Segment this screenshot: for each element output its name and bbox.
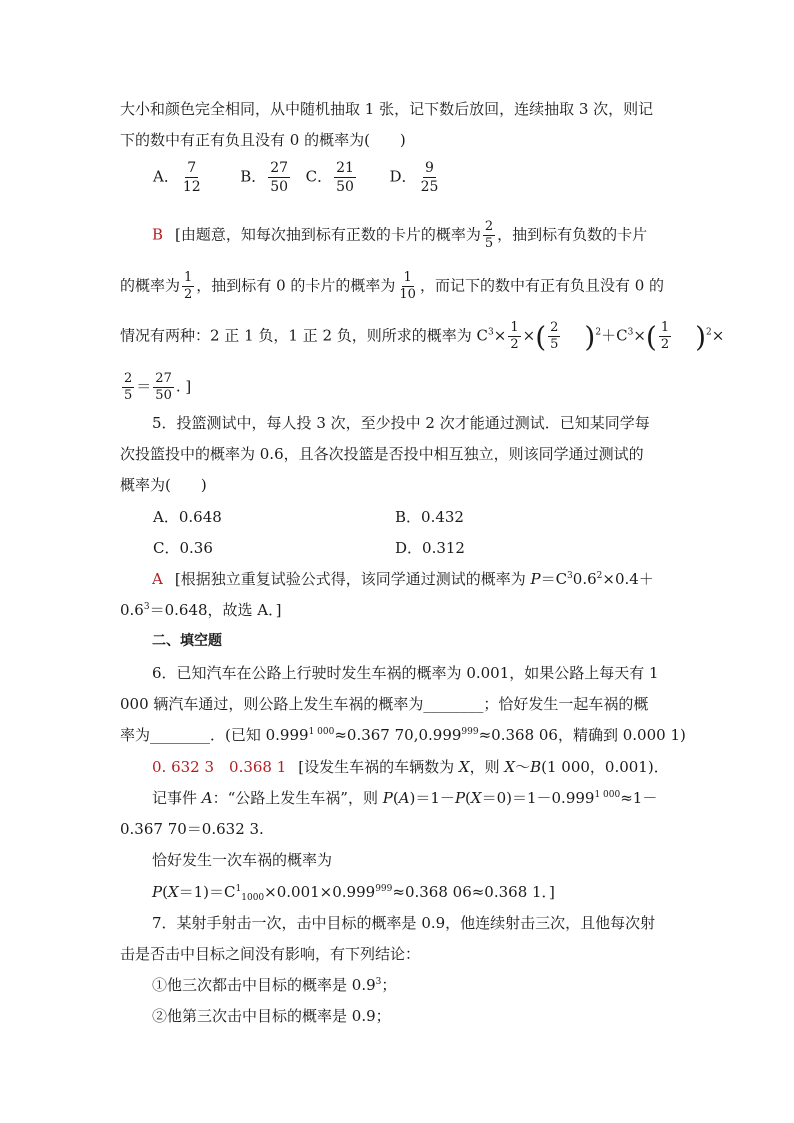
q6-ans-var-b: B xyxy=(530,758,542,776)
q4-options xyxy=(153,159,442,196)
q4-sol3-times-2: × xyxy=(522,326,536,345)
q7-line-2: 击是否击中目标之间没有影响，有下列结论： xyxy=(120,945,421,963)
q6-sol5-g: ≈0.368 06≈0.368 1．] xyxy=(392,883,555,901)
q4-sol4-equals: ＝ xyxy=(136,377,152,396)
q4-sol3-times-1: × xyxy=(493,326,507,345)
q6-ans-text-d: (1 000，0.001)． xyxy=(541,758,669,776)
q7-item1-end: ； xyxy=(381,976,397,994)
q4-solution-line-1 xyxy=(152,219,647,252)
q6-l3-exp-2: 999 xyxy=(461,727,479,737)
q5-line-2: 次投篮投中的概率为 0.6，且各次投篮是否投中相互独立，则该同学通过测试的 xyxy=(120,445,644,463)
q4-right-paren-2: ) xyxy=(695,320,707,354)
q6-sol2-var-a: A xyxy=(201,789,213,807)
q6-sol5-var-p: P xyxy=(152,883,163,901)
q4-left-paren-1: ( xyxy=(535,320,547,354)
q4-sol2-text-b: ，抽到标有 0 的卡片的概率为 xyxy=(196,276,396,295)
q5-sol1-text-a: [根据独立重复试验公式得，该同学通过测试的概率为 xyxy=(174,570,531,588)
q4-solution-line-2 xyxy=(120,270,664,303)
q6-l3-text-c: ≈0.367 70,0.999 xyxy=(334,726,462,744)
q4-sol1-text-a: [由题意，知每次抽到标有正数的卡片的概率为 xyxy=(175,225,481,244)
q4-sol4-fraction-1: $\frac{2}{5}$ xyxy=(124,371,133,403)
q6-sol5-a: ( xyxy=(162,883,168,901)
q6-sol5-var-x: X xyxy=(167,883,179,901)
q6-sol5-exp: 999 xyxy=(375,884,393,894)
q7-line-1: 7．某射手射击一次，击中目标的概率是 0.9，他连续射击三次，且他每次射 xyxy=(152,914,656,932)
q7-item1-text: ①他三次都击中目标的概率是 0.9 xyxy=(152,976,376,994)
q4-sol1-text-b: ，抽到标有负数的卡片 xyxy=(497,225,648,244)
section-heading: 二、填空题 xyxy=(152,633,222,649)
q5-line-1: 5．投篮测试中，每人投 3 次，至少投中 2 次才能通过测试．已知某同学每 xyxy=(152,414,650,432)
q4-line-2: 下的数中有正有负且没有 0 的概率为( ) xyxy=(120,131,406,149)
q4-solution-line-4 xyxy=(120,371,191,404)
q6-l3-exp-1: 1 000 xyxy=(308,727,335,737)
q6-line-2: 000 辆汽车通过，则公路上发生车祸的概率为________；恰好发生一起车祸的概 xyxy=(120,695,649,713)
q5-answer-letter: A xyxy=(152,570,163,588)
q7-item-2: ②他第三次击中目标的概率是 0.9； xyxy=(152,1007,391,1025)
q5-option-b: B．0.432 xyxy=(395,508,464,526)
q6-sol2-c: ( xyxy=(392,789,399,807)
q6-sol5-comb-bottom: 1000 xyxy=(241,893,265,903)
q7-item1-exp: 3 xyxy=(375,977,382,987)
q5-sol2-exp: 3 xyxy=(143,602,150,612)
q4-solution-line-3 xyxy=(120,320,724,353)
q5-solution-line-2 xyxy=(120,600,282,620)
q4-sol3-fraction-2: $\frac{2}{5}$ xyxy=(550,320,559,352)
q6-l3-text-e: ≈0.368 06，精确到 0.000 1) xyxy=(478,726,686,744)
q6-sol2-a: 记事件 xyxy=(152,789,202,807)
q6-sol2-h: ≈1－ xyxy=(620,789,658,807)
option-d-fraction: $\frac{9}{25}$ xyxy=(420,160,439,195)
q4-sol3-fraction-3: $\frac{1}{2}$ xyxy=(660,320,670,352)
q6-ans-text-a: [设发生车祸的车辆数为 xyxy=(298,758,459,776)
q5-sol2-base: 0.6 xyxy=(120,601,144,619)
option-c-fraction: $\frac{21}{50}$ xyxy=(336,160,354,195)
q4-sol3-square-2: 2 xyxy=(706,327,712,338)
q6-line-1: 6．已知汽车在公路上行驶时发生车祸的概率为 0.001，如果公路上每天有 1 xyxy=(152,664,659,682)
option-a-fraction: $\frac{7}{12}$ xyxy=(182,160,201,195)
option-a-label: A． xyxy=(153,167,179,186)
q6-sol2-var-x: X xyxy=(470,789,482,807)
q5-solution-line-1 xyxy=(152,569,654,589)
q5-sol1-base: 0.6 xyxy=(572,570,597,588)
q6-sol5-e: ×0.001×0.999 xyxy=(264,883,376,901)
q4-sol4-end: . ] xyxy=(175,377,192,396)
q5-sol1-exp: 2 xyxy=(596,571,603,581)
q6-sol2-exp: 1 000 xyxy=(594,790,621,800)
q6-sol2-f: ＝0)＝1－0.999 xyxy=(481,789,595,807)
option-b-fraction: $\frac{27}{50}$ xyxy=(270,160,289,195)
q5-option-c: C．0.36 xyxy=(153,539,213,557)
q6-ans-tilde: ～ xyxy=(515,758,531,776)
q4-sol2-text-c: ，而记下的数中有正有负且没有 0 的 xyxy=(419,276,665,295)
q6-ans-text-b: ，则 xyxy=(469,758,505,776)
q4-right-paren-1: ) xyxy=(584,320,596,354)
q6-line-3 xyxy=(120,725,686,745)
q5-sol1-comb: 3 xyxy=(567,571,573,581)
q6-sol5-comb-top: 1 xyxy=(235,884,242,894)
q6-l3-text-a: 率为________．(已知 0.999 xyxy=(120,726,309,744)
q4-answer-letter: B xyxy=(152,225,164,244)
q4-sol2-text-a: 的概率为 xyxy=(120,276,181,295)
q6-answer: 0. 632 3 0.368 1 xyxy=(152,758,287,776)
q6-sol2-var-p2: P xyxy=(454,789,466,807)
q7-item-1 xyxy=(152,975,396,995)
q5-option-a: A．0.648 xyxy=(153,508,222,526)
q4-sol1-fraction: $\frac{2}{5}$ xyxy=(484,219,494,251)
option-d-label: D． xyxy=(389,167,417,186)
q5-sol1-text-f: ×0.4＋ xyxy=(602,570,654,588)
q5-line-3: 概率为( ) xyxy=(120,476,207,494)
option-b-label: B． xyxy=(240,167,267,186)
q4-sol3-comb-1: 3 xyxy=(488,327,494,338)
q4-sol3-times-3: × xyxy=(633,326,646,345)
q6-solution-line-5 xyxy=(152,882,555,908)
q4-left-paren-2: ( xyxy=(645,320,657,354)
q4-sol3-square-1: 2 xyxy=(595,327,602,338)
q4-sol3-fraction-1: $\frac{1}{2}$ xyxy=(510,320,519,352)
q4-line-1: 大小和颜色完全相同，从中随机抽取 1 张，记下数后放回，连续抽取 3 次，则记 xyxy=(120,100,654,118)
q6-sol2-var-p: P xyxy=(382,789,393,807)
q6-ans-var-x2: X xyxy=(504,758,516,776)
q4-sol3-comb-2: 3 xyxy=(627,327,634,338)
q5-sol1-text-b: ＝C xyxy=(540,570,568,588)
q5-sol1-var-p: P xyxy=(530,570,541,588)
q6-sol2-d: )＝1－ xyxy=(409,789,455,807)
q6-sol2-var-a2: A xyxy=(398,789,410,807)
q5-sol2-text: ＝0.648，故选 A．] xyxy=(149,601,282,619)
option-c-label: C． xyxy=(305,167,333,186)
q6-solution-line-2 xyxy=(152,788,657,808)
q6-sol2-e: ( xyxy=(465,789,471,807)
q4-sol2-fraction-2: $\frac{1}{10}$ xyxy=(399,270,416,302)
q6-sol5-b: ＝1)＝C xyxy=(178,883,236,901)
q4-sol3-plus: ＋C xyxy=(601,326,628,345)
q4-sol3-text-a: 情况有两种：2 正 1 负，1 正 2 负，则所求的概率为 C xyxy=(120,326,489,345)
q6-solution-line-4: 恰好发生一次车祸的概率为 xyxy=(152,851,333,869)
q4-sol3-times-end: × xyxy=(711,326,725,345)
q6-answer-line xyxy=(152,757,669,777)
q4-sol2-fraction-1: $\frac{1}{2}$ xyxy=(184,270,193,302)
q6-solution-line-3: 0.367 70＝0.632 3. xyxy=(120,820,264,838)
q6-sol2-b: ：“公路上发生车祸”，则 xyxy=(212,789,383,807)
q6-ans-var-x: X xyxy=(458,758,470,776)
q4-sol4-fraction-2: $\frac{27}{50}$ xyxy=(155,371,172,403)
q5-option-d: D．0.312 xyxy=(395,539,465,557)
